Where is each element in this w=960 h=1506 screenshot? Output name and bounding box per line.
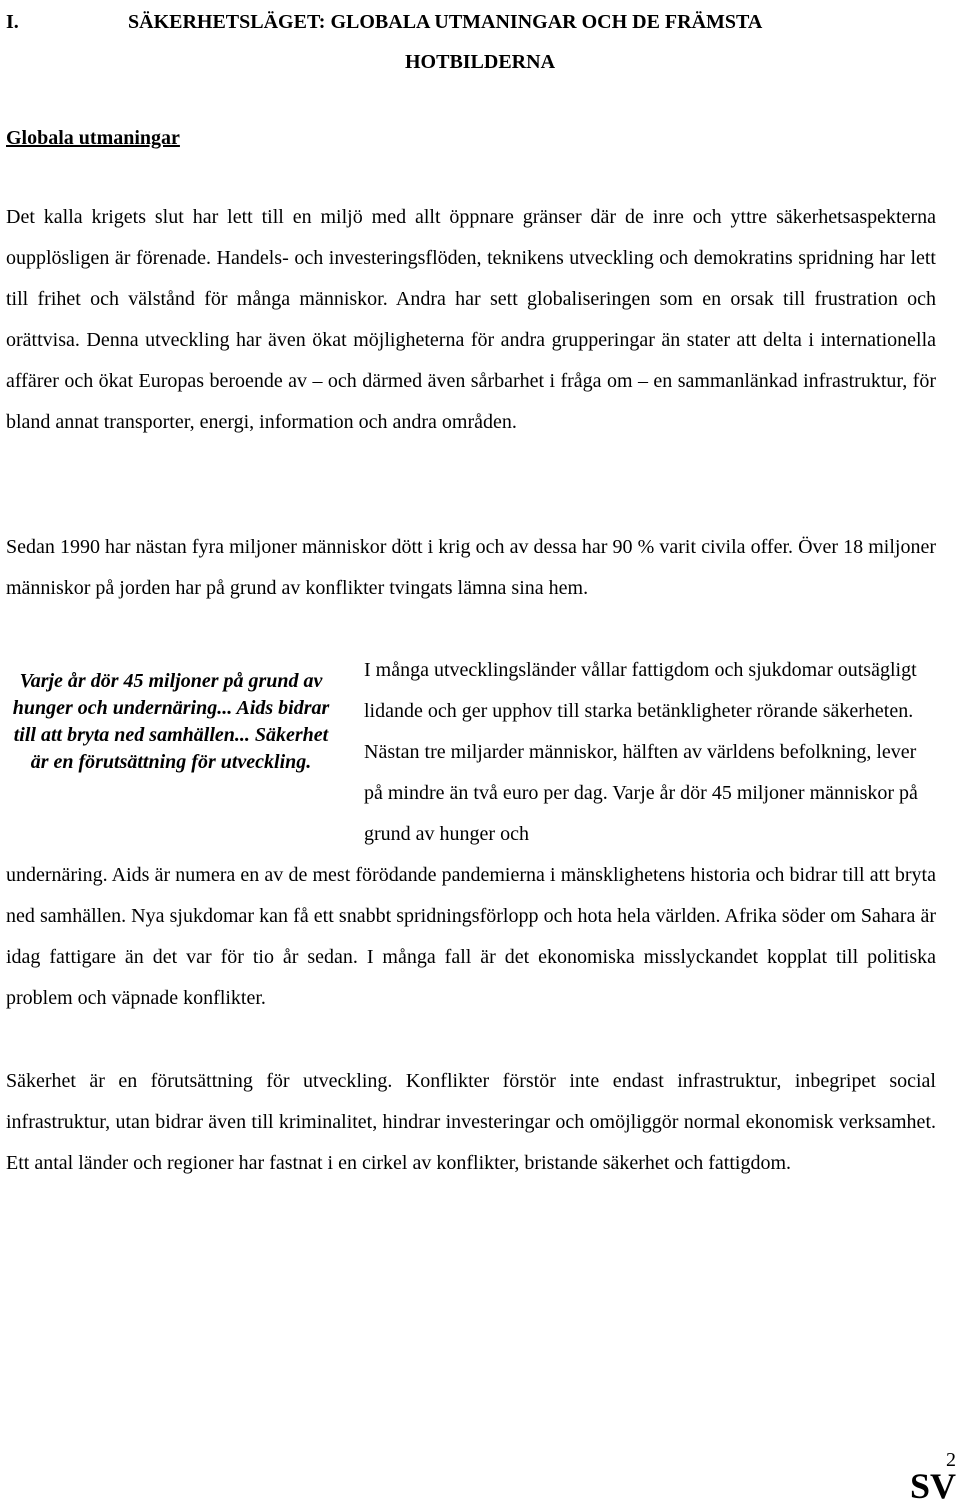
section-title-line-1: SÄKERHETSLÄGET: GLOBALA UTMANINGAR OCH DE FRÄMSTA	[128, 11, 763, 33]
paragraph-3-continued: undernäring. Aids är numera en av de mest förödande pandemierna i mänsklighetens historia och bidrar till att bryta ned samhällen. Nya sjukdomar kan få ett snabbt spridningsförlopp och hota hela världen. Afrika söder om Sahara är idag fattigare än det var för tio år sedan. I många fall är det ekonomiska misslyckandet kopplat till politiska problem och väpnade konflikter.	[6, 864, 936, 1009]
subheading-globala-utmaningar: Globala utmaningar	[6, 127, 180, 149]
section-title-line-2: HOTBILDERNA	[404, 51, 556, 73]
paragraph-3-beside-quote: I många utvecklingsländer vållar fattigdom och sjukdomar outsägligt lidande och ger upphov till starka betänkligheter rörande säkerheten. Nästan tre miljarder människor, hälften av världens befolkning, lever på mindre än två euro per dag. Varje år dör 45 miljoner människor på grund av hunger och	[364, 659, 918, 845]
section-number: I.	[6, 11, 19, 33]
page-number: 2	[946, 1449, 956, 1471]
language-code: SV	[909, 1466, 956, 1506]
paragraph-2: Sedan 1990 har nästan fyra miljoner människor dött i krig och av dessa har 90 % varit civila offer. Över 18 miljoner människor på jorden har på grund av konflikter tvingats lämna sina hem.	[6, 536, 936, 599]
paragraph-4: Säkerhet är en förutsättning för utveckling. Konflikter förstör inte endast infrastruktur, inbegripet social infrastruktur, utan bidrar även till kriminalitet, hindrar investeringar och omöjliggör normal ekonomisk verksamhet. Ett antal länder och regioner har fastnat i en cirkel av konflikter, bristande säkerhet och fattigdom.	[6, 1070, 936, 1174]
pull-quote: Varje år dör 45 miljoner på grund av hunger och undernäring... Aids bidrar till att bryta ned samhällen... Säkerhet är en förutsättning för utveckling.	[12, 670, 330, 773]
paragraph-1: Det kalla krigets slut har lett till en miljö med allt öppnare gränser där de inre och yttre säkerhetsaspekterna oupplösligen är förenade. Handels- och investeringsflöden, teknikens utveckling och demokratins spridning har lett till frihet och välstånd för många människor. Andra har sett globaliseringen som en orsak till frustration och orättvisa. Denna utveckling har även ökat möjligheterna för andra grupperingar än stater att delta i internationella affärer och ökat Europas beroende av – och därmed även sårbarhet i fråga om – en sammanlänkad infrastruktur, för bland annat transporter, energi, information och andra områden.	[6, 206, 936, 433]
